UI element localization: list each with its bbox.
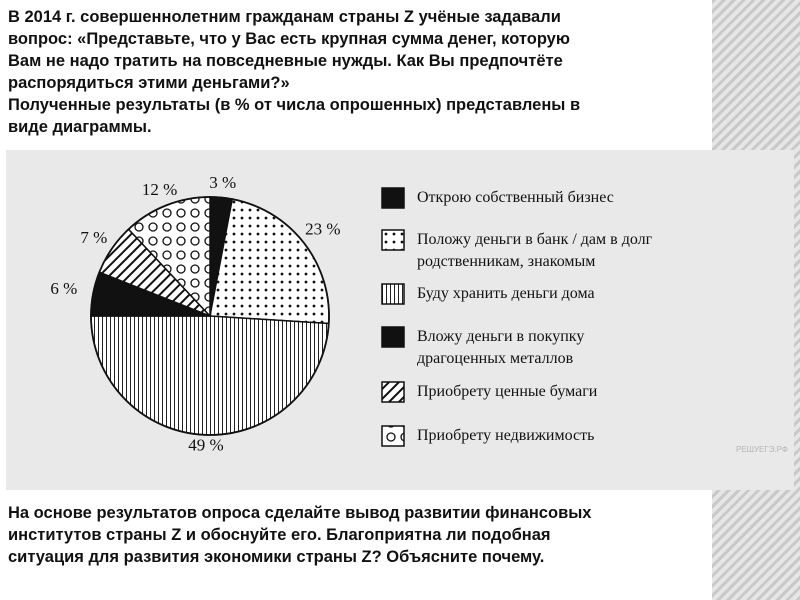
legend-item-4: [382, 327, 584, 367]
legend-item-6: [382, 426, 594, 446]
legend-swatch-4: [382, 327, 404, 347]
legend-label-3-line-1: Буду хранить деньги дома: [417, 285, 595, 302]
question-line-1: В 2014 г. совершеннолетним гражданам страны Z учёные задавали: [8, 8, 561, 26]
legend-swatch-6: [382, 426, 404, 446]
legend-label-4-line-2: драгоценных металлов: [417, 350, 574, 367]
legend-item-3: [382, 284, 595, 304]
question-line-2: вопрос: «Представьте, что у Вас есть крупная сумма денег, которую: [8, 30, 570, 48]
pie-chart-figure: [6, 150, 794, 490]
legend-label-1-line-1: Открою собственный бизнес: [417, 189, 614, 206]
task-line-2: институтов страны Z и обоснуйте его. Благоприятна ли подобная: [8, 526, 551, 544]
question-line-5: Полученные результаты (в % от числа опрошенных) представлены в: [8, 96, 581, 114]
pie-slice-3: [91, 316, 329, 435]
legend-item-2: [382, 230, 653, 270]
task-line-1: На основе результатов опроса сделайте вывод развитии финансовых: [8, 504, 592, 522]
slice-label-3: 49 %: [188, 435, 224, 455]
legend-label-4-line-1: Вложу деньги в покупку: [417, 328, 585, 345]
legend-label-2-line-1: Положу деньги в банк / дам в долг: [417, 231, 653, 248]
task-text: [8, 502, 718, 568]
legend-label-2-line-2: родственникам, знакомым: [417, 253, 596, 270]
question-line-6: виде диаграммы.: [8, 118, 152, 136]
legend-label-6-line-1: Приобрету недвижимость: [417, 427, 595, 444]
slice-label-5: 7 %: [80, 228, 108, 248]
legend-swatch-5: [382, 382, 404, 402]
legend-item-5: [382, 382, 598, 402]
slice-label-6: 12 %: [141, 179, 178, 199]
watermark-text: РЕШУЕГЭ.РФ: [735, 445, 788, 454]
legend-swatch-1: [382, 188, 404, 208]
legend-swatch-2: [382, 230, 404, 250]
slice-label-2: 23 %: [305, 219, 341, 239]
legend-item-1: [382, 188, 614, 208]
task-line-3: ситуация для развития экономики страны Z? Объясните почему.: [8, 548, 545, 566]
slice-label-4: 6 %: [50, 279, 78, 299]
question-line-3: Вам не надо тратить на повседневные нужды. Как Вы предпочтёте: [8, 52, 563, 70]
question-line-4: распорядиться этими деньгами?»: [8, 74, 290, 92]
legend-swatch-3: [382, 284, 404, 304]
question-text: [8, 6, 708, 138]
pie-chart-svg: [6, 150, 794, 490]
legend-label-5-line-1: Приобрету ценные бумаги: [417, 383, 598, 400]
slice-label-1: 3 %: [209, 173, 237, 193]
